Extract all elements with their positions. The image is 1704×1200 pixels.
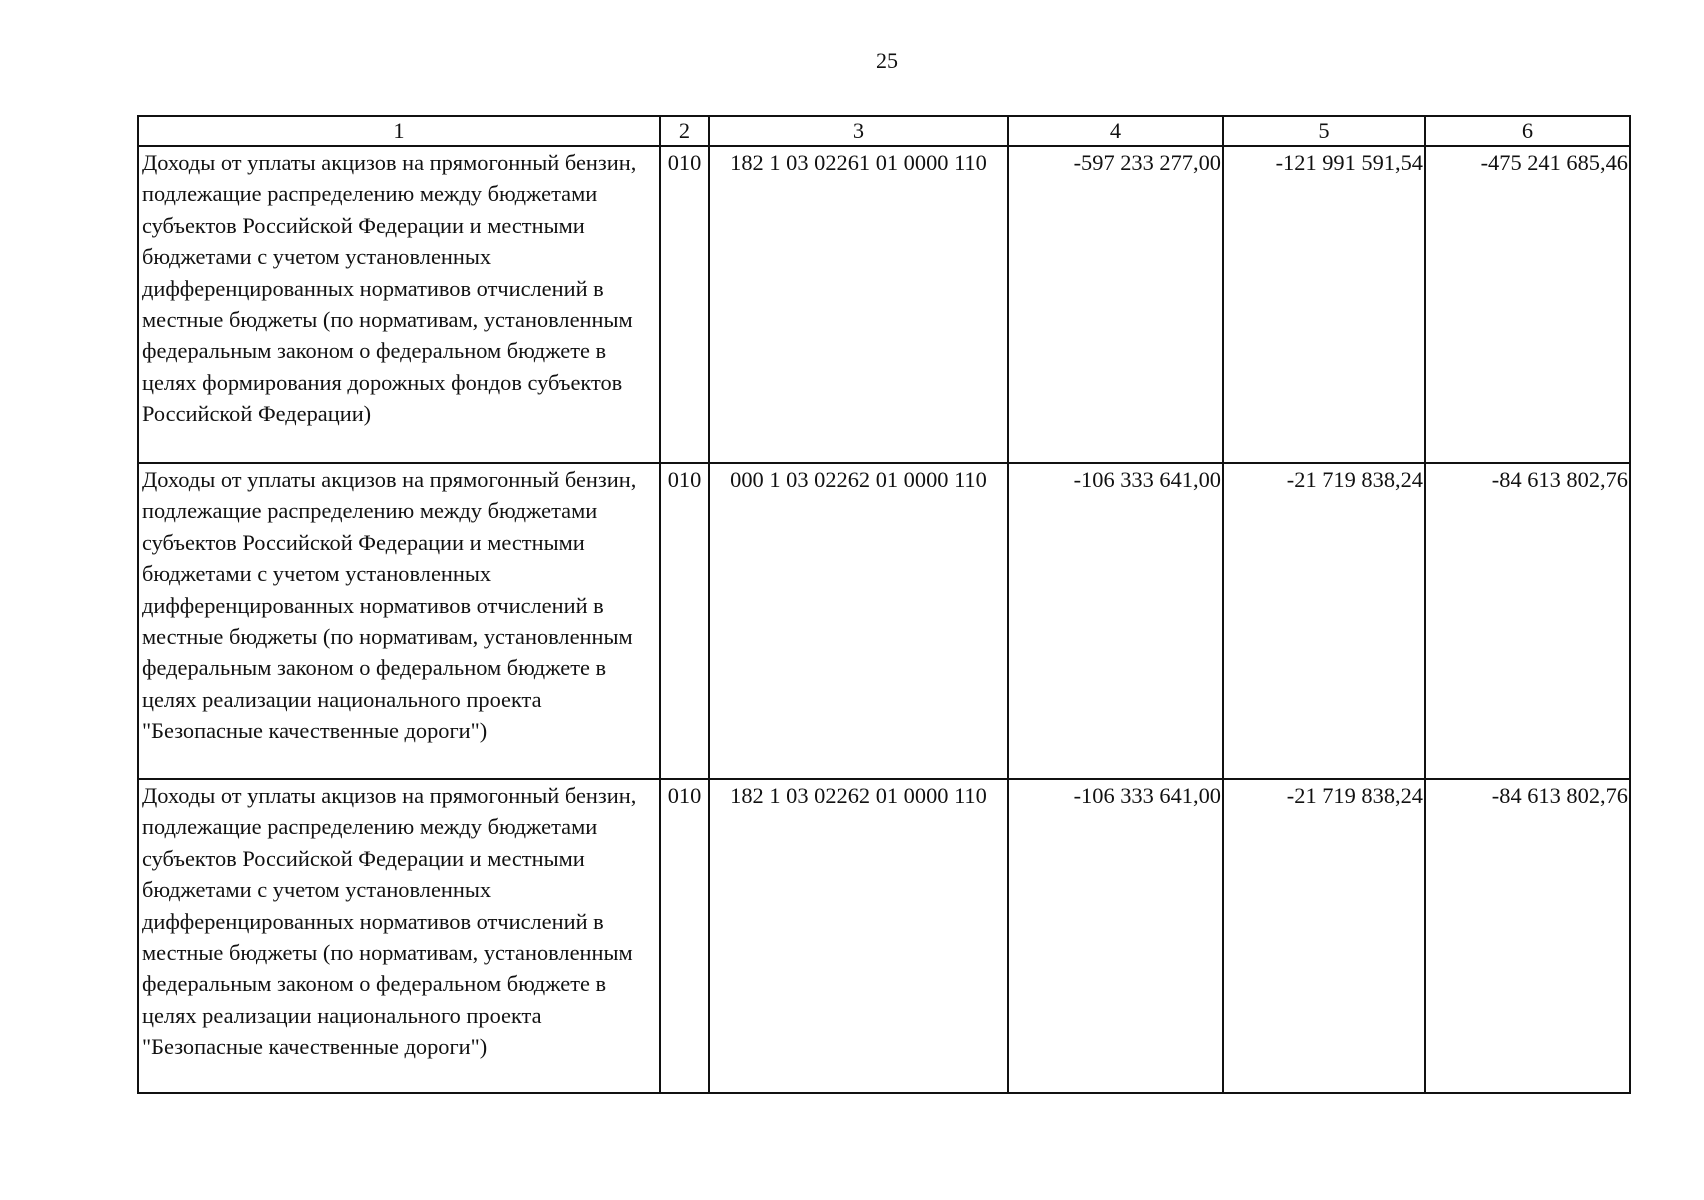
- table-row: [138, 779, 1630, 1093]
- row-value-col5: -121 991 591,54: [1223, 146, 1425, 463]
- column-header-3: 3: [709, 116, 1008, 146]
- column-header-4: 4: [1008, 116, 1223, 146]
- row-line-code: 010: [660, 463, 709, 779]
- column-header-5: 5: [1223, 116, 1425, 146]
- row-value-col4: -106 333 641,00: [1008, 463, 1223, 779]
- row-budget-classification-code: 000 1 03 02262 01 0000 110: [709, 463, 1008, 779]
- row-description: Доходы от уплаты акцизов на прямогонный бензин, подлежащие распределению между бюджетами субъектов Российской Федерации и местными бюджетами с учетом установленных дифференцированных нормативов отчислений в местные бюджеты (по нормативам, установленным федеральным законом о федеральном бюджете в целях реализации национального проекта "Безопасные качественные дороги"): [138, 779, 660, 1093]
- row-value-col6: -84 613 802,76: [1425, 779, 1630, 1093]
- row-value-col6: -475 241 685,46: [1425, 146, 1630, 463]
- row-value-col4: -106 333 641,00: [1008, 779, 1223, 1093]
- column-header-2: 2: [660, 116, 709, 146]
- row-budget-classification-code: 182 1 03 02261 01 0000 110: [709, 146, 1008, 463]
- column-header-6: 6: [1425, 116, 1630, 146]
- row-description: Доходы от уплаты акцизов на прямогонный бензин, подлежащие распределению между бюджетами субъектов Российской Федерации и местными бюджетами с учетом установленных дифференцированных нормативов отчислений в местные бюджеты (по нормативам, установленным федеральным законом о федеральном бюджете в целях реализации национального проекта "Безопасные качественные дороги"): [138, 463, 660, 779]
- row-budget-classification-code: 182 1 03 02262 01 0000 110: [709, 779, 1008, 1093]
- column-header-1: 1: [138, 116, 660, 146]
- page-number: 25: [876, 48, 898, 73]
- table-row: [138, 146, 1630, 463]
- row-value-col4: -597 233 277,00: [1008, 146, 1223, 463]
- table-header: [138, 116, 1630, 146]
- row-value-col5: -21 719 838,24: [1223, 463, 1425, 779]
- table-body: [138, 146, 1630, 1093]
- header-row: [138, 116, 1630, 146]
- row-value-col6: -84 613 802,76: [1425, 463, 1630, 779]
- row-value-col5: -21 719 838,24: [1223, 779, 1425, 1093]
- table-row: [138, 463, 1630, 779]
- row-description: Доходы от уплаты акцизов на прямогонный бензин, подлежащие распределению между бюджетами субъектов Российской Федерации и местными бюджетами с учетом установленных дифференцированных нормативов отчислений в местные бюджеты (по нормативам, установленным федеральным законом о федеральном бюджете в целях формирования дорожных фондов субъектов Российской Федерации): [138, 146, 660, 463]
- row-line-code: 010: [660, 146, 709, 463]
- budget-table: [137, 115, 1631, 1094]
- row-line-code: 010: [660, 779, 709, 1093]
